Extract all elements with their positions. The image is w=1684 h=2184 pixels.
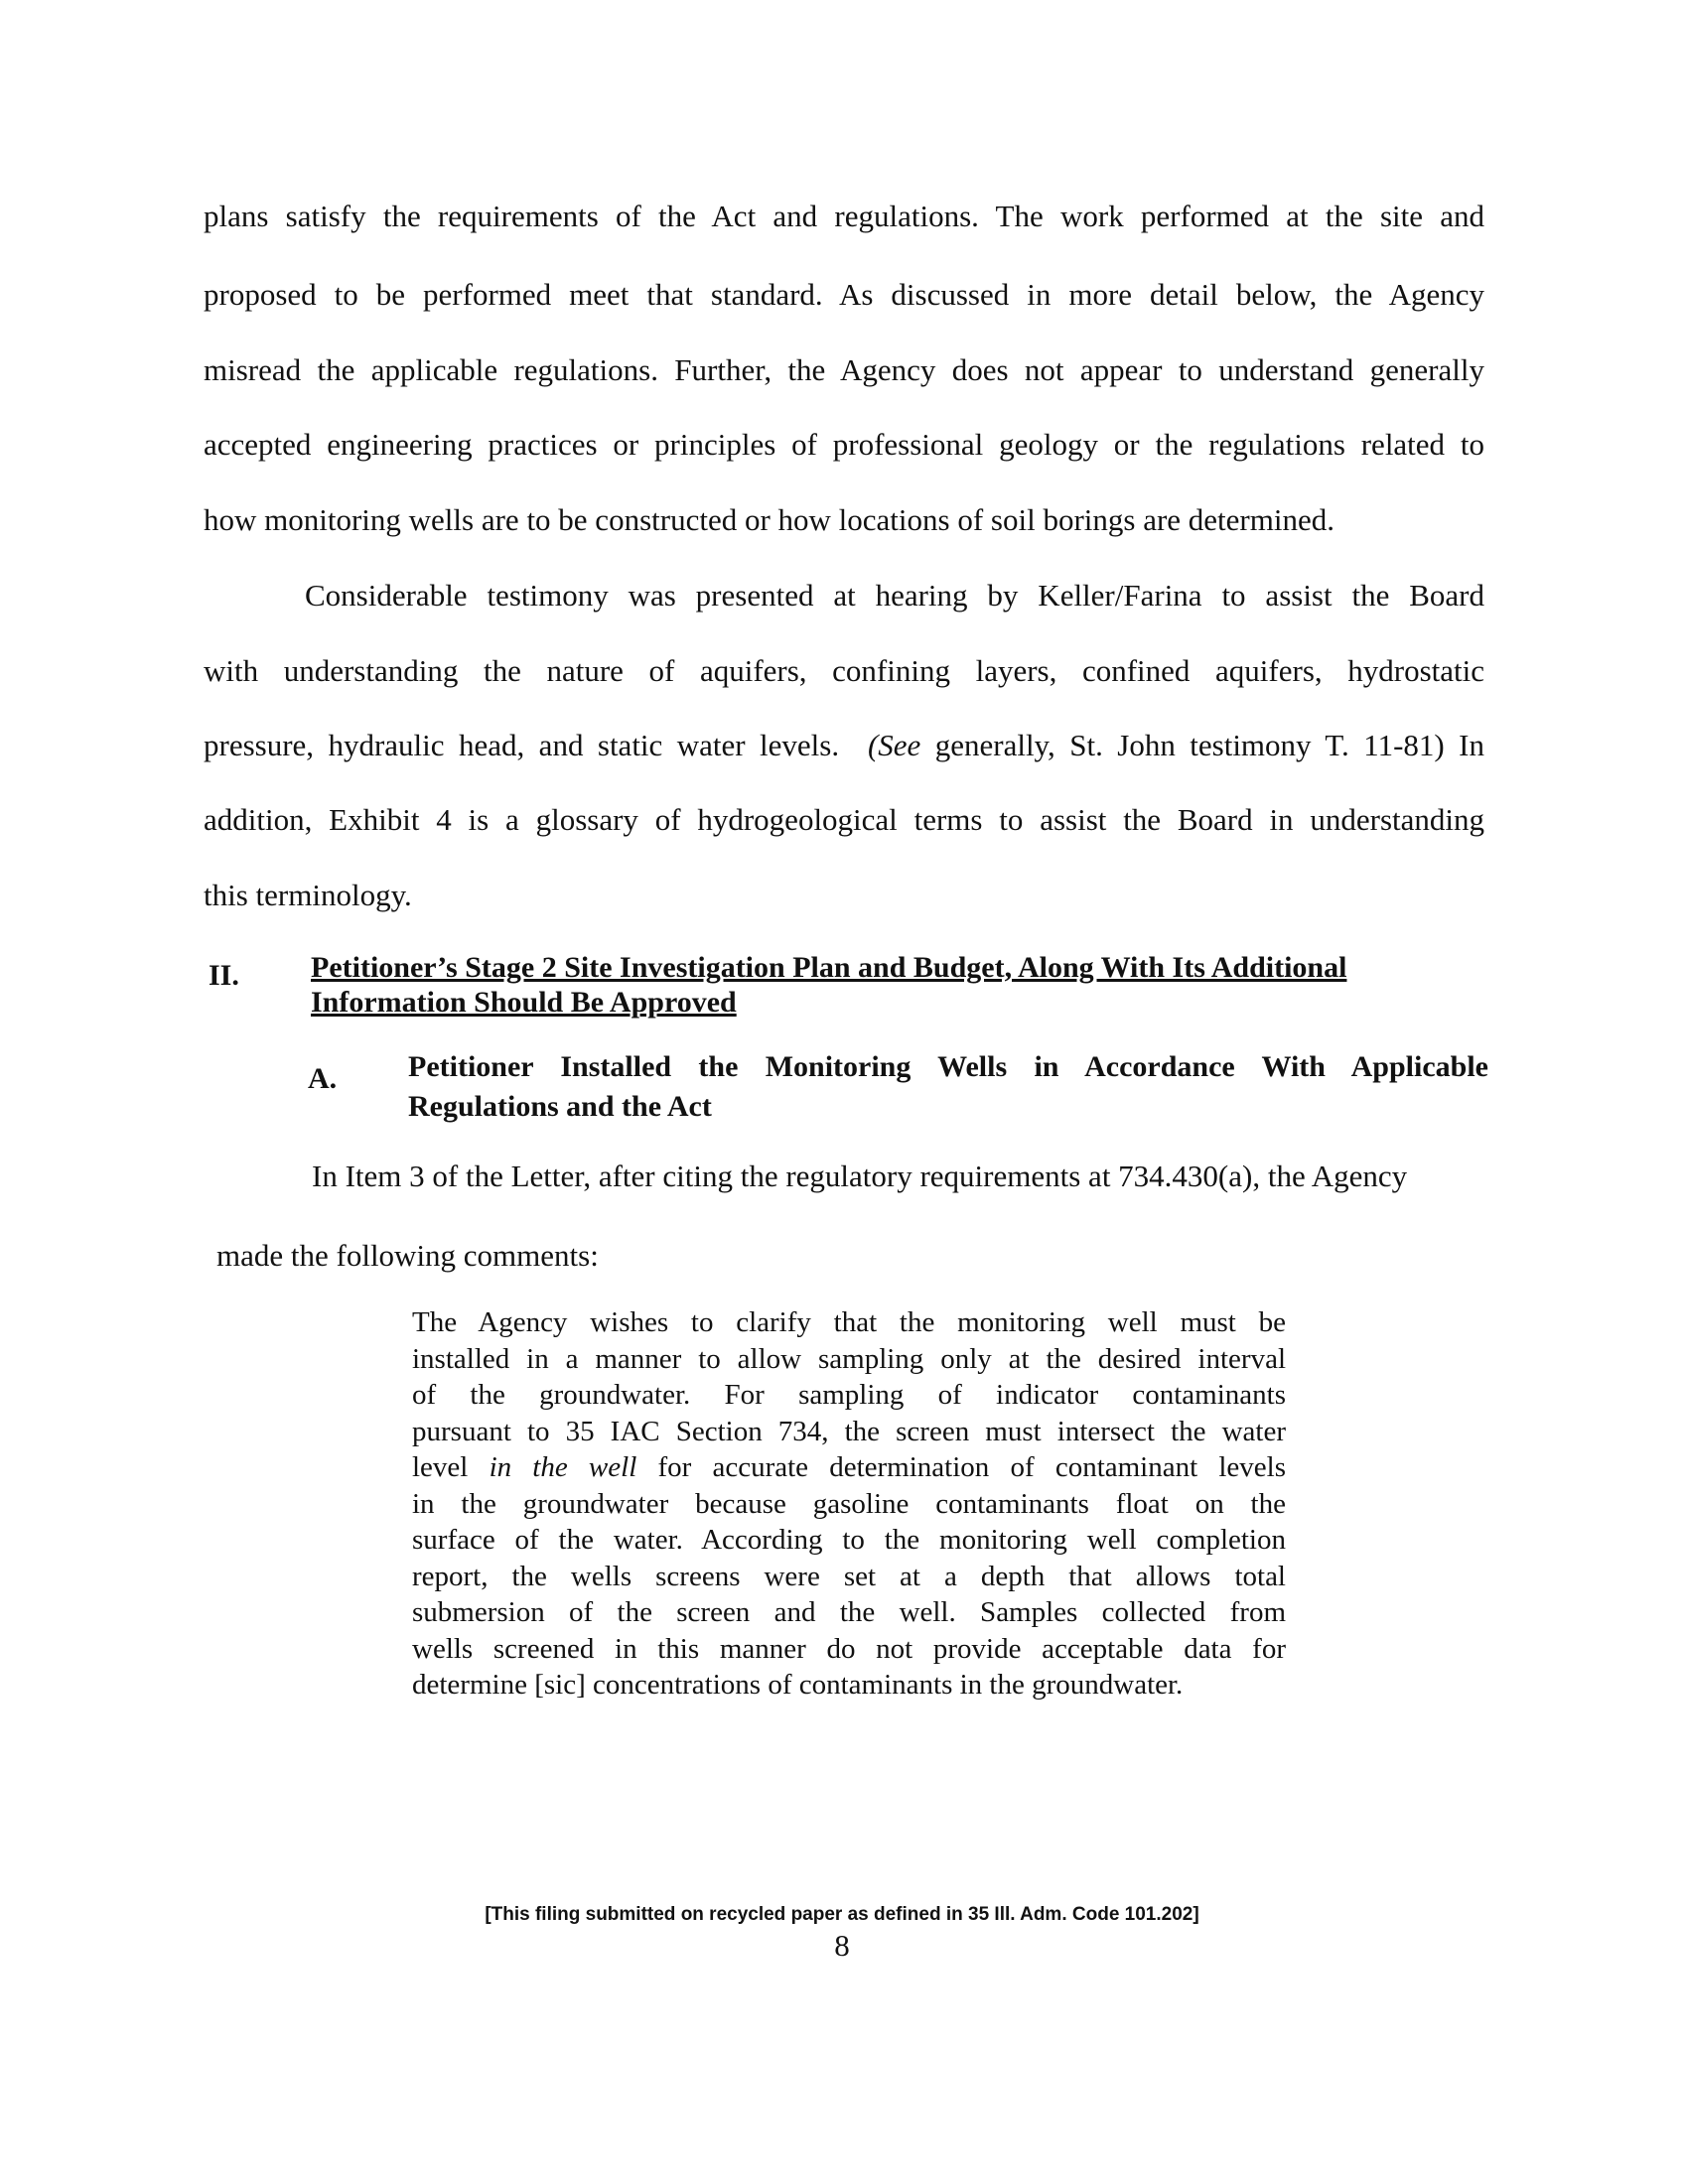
italic-see: (See (867, 728, 921, 762)
subsection-number: A. (308, 1062, 338, 1095)
section-title-line: Information Should Be Approved (311, 986, 737, 1019)
paragraph-2-line: Considerable testimony was presented at hearing by Keller/Farina to assist the Board (305, 578, 1484, 613)
paragraph-2-line: with understanding the nature of aquifers, confining layers, confined aquifers, hydrostatic (204, 653, 1484, 688)
text-segment: for accurate determination of contaminant levels (636, 1451, 1286, 1483)
section-number: II. (209, 959, 239, 992)
quote-line: surface of the water. According to the monitoring well completion (412, 1524, 1286, 1556)
quote-line: The Agency wishes to clarify that the monitoring well must be (412, 1306, 1286, 1338)
quote-line: report, the wells screens were set at a depth that allows total (412, 1560, 1286, 1592)
italic-in-the-well: in the well (489, 1451, 637, 1483)
paragraph-2-line: this terminology. (204, 878, 412, 912)
paragraph-1-line: accepted engineering practices or principles of professional geology or the regulations related to (204, 427, 1484, 462)
quote-line: in the groundwater because gasoline contaminants float on the (412, 1487, 1286, 1520)
paragraph-1-line: misread the applicable regulations. Further, the Agency does not appear to understand generally (204, 352, 1484, 387)
page-number: 8 (834, 1928, 850, 1963)
paragraph-3-line: In Item 3 of the Letter, after citing the regulatory requirements at 734.430(a), the Agency (312, 1159, 1408, 1193)
quote-line: installed in a manner to allow sampling only at the desired interval (412, 1342, 1286, 1375)
paragraph-1-line: proposed to be performed meet that standard. As discussed in more detail below, the Agency (204, 277, 1484, 312)
quote-line (412, 1449, 1286, 1486)
paragraph-1-line: plans satisfy the requirements of the Act and regulations. The work performed at the site and (204, 199, 1484, 233)
subsection-title-line: Regulations and the Act (408, 1090, 712, 1123)
recycled-paper-note: [This filing submitted on recycled paper as defined in 35 Ill. Adm. Code 101.202] (485, 1904, 1199, 1925)
paragraph-1-line: how monitoring wells are to be constructed or how locations of soil borings are determined. (204, 502, 1334, 537)
quote-line: of the groundwater. For sampling of indicator contaminants (412, 1379, 1286, 1411)
subsection-title-line: Petitioner Installed the Monitoring Wells in Accordance With Applicable (408, 1050, 1488, 1083)
quote-line: pursuant to 35 IAC Section 734, the screen must intersect the water (412, 1415, 1286, 1447)
paragraph-2-line (204, 728, 1484, 763)
text-segment: pressure, hydraulic head, and static water levels. (204, 728, 840, 762)
text-segment: generally, St. John testimony T. 11-81) In (920, 728, 1484, 762)
paragraph-3-line: made the following comments: (216, 1238, 599, 1273)
block-quote (412, 1304, 1286, 1704)
text-segment: level (412, 1451, 490, 1483)
section-title-line: Petitioner’s Stage 2 Site Investigation Plan and Budget, Along With Its Additional (311, 951, 1347, 984)
paragraph-2-line: addition, Exhibit 4 is a glossary of hydrogeological terms to assist the Board in understanding (204, 802, 1484, 837)
quote-line: determine [sic] concentrations of contaminants in the groundwater. (412, 1669, 1184, 1701)
quote-line: submersion of the screen and the well. Samples collected from (412, 1596, 1286, 1628)
quote-line: wells screened in this manner do not provide acceptable data for (412, 1632, 1286, 1665)
